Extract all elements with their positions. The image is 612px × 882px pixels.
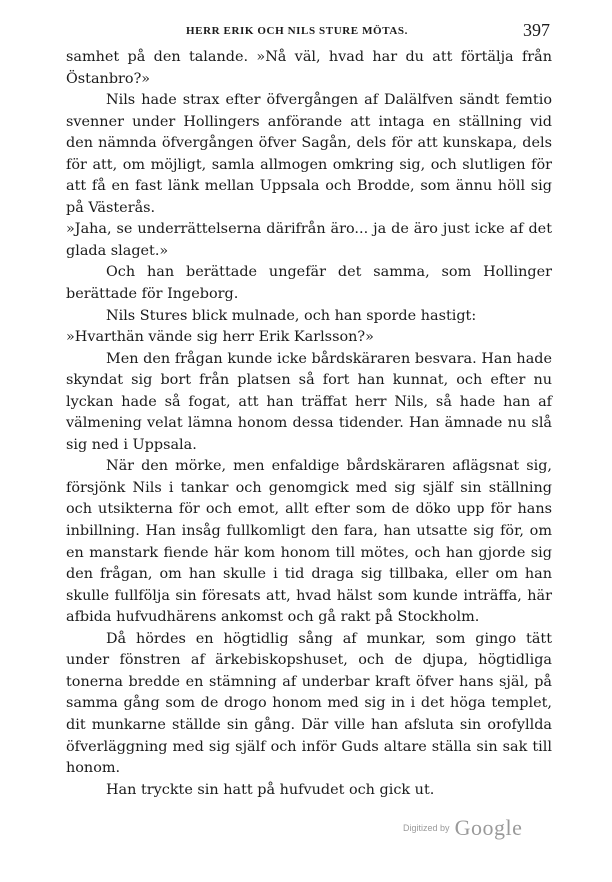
paragraph: Och han berättade ungefär det samma, som Hollinger berättade för Ingeborg. <box>66 264 552 303</box>
running-title: HERR ERIK OCH NILS STURE MÖTAS. <box>186 25 408 37</box>
paragraph: Nils hade strax efter öfvergången af Dalälfven sändt femtio svenner under Hollingers anförande att intaga en ställning vid den nämnda öfvergången öfver Sagån, dels för att kunskapa, dels för att, om möjligt, samla allmogen omkring sig, och slutligen för att få en fast länk mellan Uppsala och Brodde, som ännu höll sig på Västerås. <box>66 92 552 216</box>
page-number: 397 <box>523 20 550 40</box>
watermark-prefix: Digitized by <box>403 823 450 833</box>
body-text <box>66 47 552 801</box>
paragraph-dialogue: »Hvarthän vände sig herr Erik Karlsson?» <box>66 329 374 346</box>
paragraph: Då hördes en högtidlig sång af munkar, som gingo tätt under fönstren af ärkebiskopshuset, och de djupa, högtidliga tonerna bredde en stämning af underbar kraft öfver hans själ, på samma gång som de drogo honom med sig in i det höga templet, dit munkarne ställde sin gång. Där ville han afsluta sin orofyllda öfverläggning med sig själf och inför Guds altare ställa sin sak till honom. <box>66 630 552 777</box>
paragraph: Men den frågan kunde icke bårdskäraren besvara. Han hade skyndat sig bort från platsen så fort han kunnat, och efter nu lyckan hade så fogat, att han träffat herr Nils, så hade han af välmening velat lämna honom dessa tidender. Han ämnade nu slå sig ned i Uppsala. <box>66 350 552 453</box>
paragraph-dialogue: »Jaha, se underrättelserna därifrån äro... ja de äro just icke af det glada slaget.» <box>66 221 552 259</box>
paragraph: När den mörke, men enfaldige bårdskäraren aflägsnat sig, försjönk Nils i tankar och genomgick med sig själf sin ställning och utsikterna för och emot, allt efter som de döko upp för hans inbillning. Han insåg fullkomligt den fara, han utsatte sig för, om en manstark fiende här kom honom till mötes, och han gjorde sig den frågan, om han skulle i tid draga sig tillbaka, eller om han skulle fullfölja sin föresats att, hvad hälst som kunde inträffa, här afbida hufvudhärens ankomst och gå rakt på Stockholm. <box>66 458 552 626</box>
page-header <box>66 20 550 42</box>
paragraph: Han tryckte sin hatt på hufvudet och gick ut. <box>106 781 435 798</box>
google-watermark <box>403 815 522 841</box>
google-logo-text: Google <box>454 815 523 840</box>
paragraph: Nils Stures blick mulnade, och han sporde hastigt: <box>106 307 477 324</box>
paragraph-continuation: samhet på den talande. »Nå väl, hvad har du att förtälja från Östanbro?» <box>66 49 552 87</box>
